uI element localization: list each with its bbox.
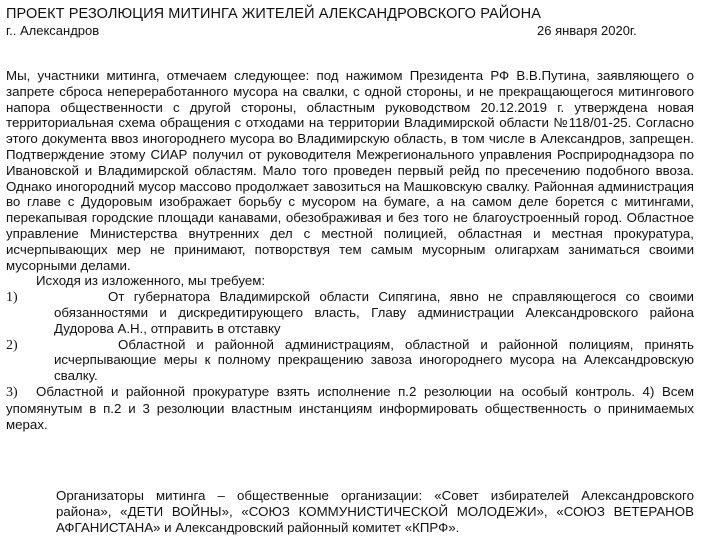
document-date: 26 января 2020г.	[537, 23, 637, 38]
document-body	[6, 68, 694, 432]
demand-item-2	[6, 337, 694, 384]
organizers-note: Организаторы митинга – общественные организации: «Совет избирателей Александровского района», «ДЕТИ ВОЙНЫ», «СОЮЗ КОММУНИСТИЧЕСКОЙ МОЛОДЕЖИ», «СОЮЗ ВЕТЕРАНОВ АФГАНИСТАНА» и Александровский районный комитет «КПРФ».	[56, 488, 694, 535]
demand-text: Областной и районной прокуратуре взять исполнение п.2 резолюции на особый контроль. 4) Всем упомянутым в п.2 и 3 резолюции властным инстанциям информировать общественность о принимаемых мерах.	[6, 383, 694, 432]
document-place: г.. Александров	[6, 23, 100, 38]
demands-intro: Исходя из изложенного, мы требуем:	[36, 273, 266, 289]
demand-item-3	[6, 384, 694, 432]
statement-paragraph: Мы, участники митинга, отмечаем следующее: под нажимом Президента РФ В.В.Путина, заявляющего о запрете сброса непереработанного мусора на свалки, с одной стороны, и не прекращающегося митингового напора общественности с другой стороны, областным руководством 20.12.2019 г. утверждена новая территориальная схема обращения с отходами на территории Владимирской области №118/01-25. Согласно этого документа ввоз иногороднего мусора во Владимирскую область, в том числе в Александров, запрещен. Подтверждение этому СИАР получил от руководителя Межрегионального управления Росприроднадзора по Ивановской и Владимирской областям. Мало того проведен первый рейд по пресечению подобного ввоза. Однако иногородний мусор массово продолжает завозиться на Машковскую свалку. Районная администрация во главе с Дудоровым изображает борьбу с мусором на бумаге, а на самом деле борется с митингами, перекапывая городские площади канавами, обезображивая и без того не благоустроенный город. Областное управление Министерства внутренних дел с местной полицией, областная и местная прокуратура, исчерпывающих мер не принимают, потворствуя тем самым мусорным олигархам заниматься своими мусорными делами.	[6, 68, 694, 273]
demand-number: 1)	[6, 290, 18, 306]
document-title: ПРОЕКТ РЕЗОЛЮЦИЯ МИТИНГА ЖИТЕЛЕЙ АЛЕКСАНДРОВСКОГО РАЙОНА	[6, 6, 542, 22]
demand-number: 2)	[6, 337, 18, 353]
demand-text: От губернатора Владимирской области Сипягина, явно не справляющегося со своими обязанностями и дискредитирующего власть, Главу администрации Александровского района Дудорова А.Н., отправить в отставку	[54, 289, 694, 336]
demand-number: 3)	[6, 384, 18, 400]
demand-item-1	[6, 289, 694, 336]
demand-text: Областной и районной администрациям, областной и районной полициям, принять исчерпывающие меры к полному прекращению завоза иногороднего мусора на Александровскую свалку.	[54, 336, 694, 384]
